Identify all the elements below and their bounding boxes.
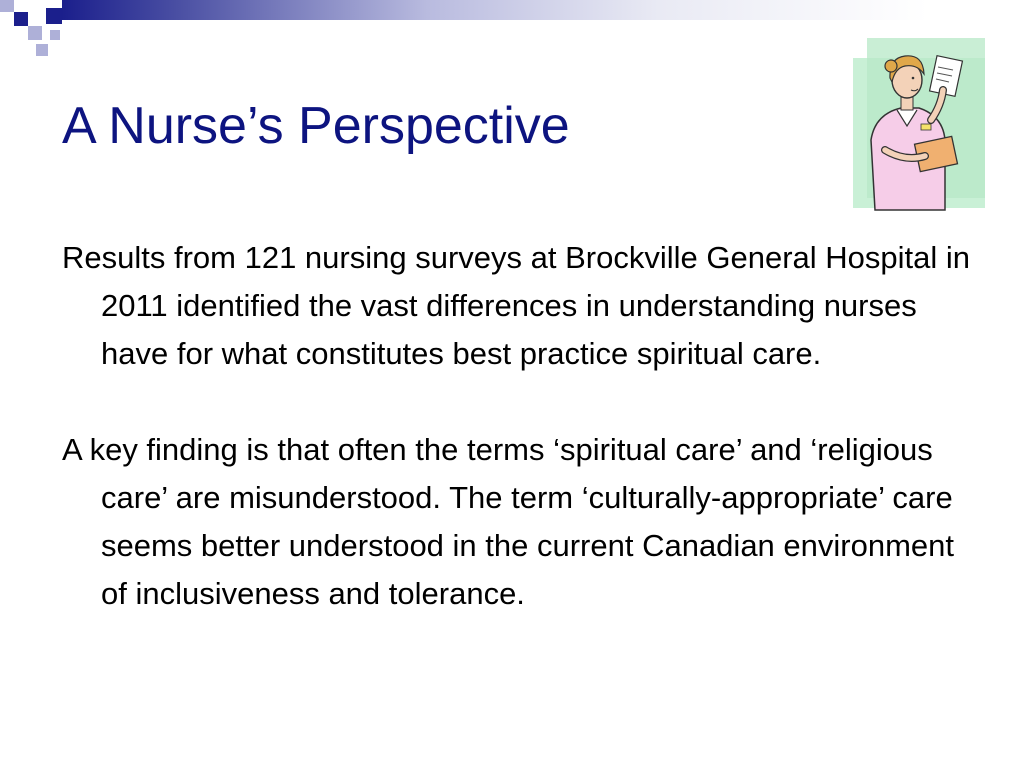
paragraph-key-finding: A key finding is that often the terms ‘spiritual care’ and ‘religious care’ are misunderstood. The term ‘culturally-appropriate’ care seems better understood in the current Canadian environment of inclusiveness and tolerance. <box>62 432 954 611</box>
header-gradient-bar <box>62 0 1024 20</box>
slide-title: A Nurse’s Perspective <box>62 97 570 155</box>
nurse-clipart-icon <box>845 30 990 215</box>
slide-body <box>62 234 974 618</box>
paragraph-survey-results: Results from 121 nursing surveys at Brockville General Hospital in 2011 identified the vast differences in understanding nurses have for what constitutes best practice spiritual care. <box>62 240 970 371</box>
